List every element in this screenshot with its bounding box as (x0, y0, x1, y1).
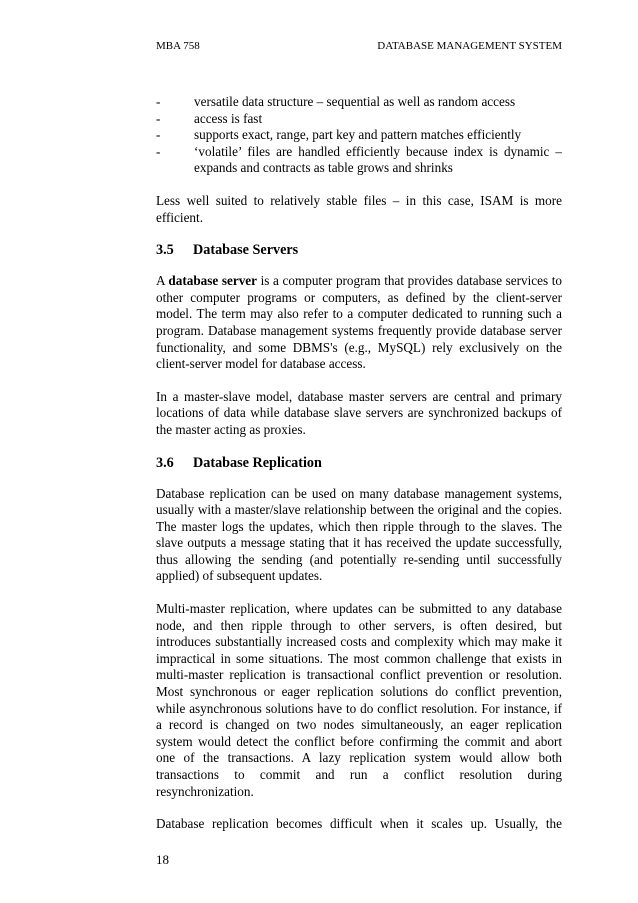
list-item (156, 144, 562, 177)
list-dash: - (156, 110, 161, 126)
bold-term: database server (168, 273, 258, 289)
para-body: is a computer program that provides database services to other computer programs or computers, as defined by the client-server model. The term may also refer to a computer dedicated to running such a program. Database management systems frequently provide database server functionality, and some DBMS's (e.g., MySQL) rely exclusively on the client-server model for database access. (156, 273, 563, 372)
list-item-text: versatile data structure – sequential as well as random access (194, 94, 516, 109)
intro-paragraph: Less well suited to relatively stable files – in this case, ISAM is more efficient. (156, 192, 562, 225)
feature-list (156, 94, 562, 177)
list-item-text: ‘volatile’ files are handled efficiently because index is dynamic – expands and contracts as table grows and shrinks (194, 143, 562, 176)
multi-master-paragraph: Multi-master replication, where updates can be submitted to any database node, and then ripple through to other servers, is often desired, but introduces substantially increased costs and complexity which may make it impractical in some situations. The most common challenge that exists in multi-master replication is transactional conflict prevention or resolution. Most synchronous or eager replication solutions do conflict prevention, while asynchronous solutions have to do conflict resolution. For instance, if a record is changed on two nodes simultaneously, an eager replication system would detect the conflict before confirming the commit and abort one of the transactions. A lazy replication system would allow both transactions to commit and run a conflict resolution during resynchronization. (156, 601, 562, 799)
master-slave-paragraph: In a master-slave model, database master servers are central and primary locations of data while database slave servers are synchronized backups of the master acting as proxies. (156, 388, 562, 437)
section-number: 3.6 (156, 454, 174, 471)
list-item (156, 94, 562, 111)
list-item (156, 111, 562, 128)
course-code: MBA 758 (156, 40, 200, 52)
page-content (156, 94, 562, 833)
list-item (156, 127, 562, 144)
section-title: Database Replication (193, 454, 322, 471)
page-number: 18 (156, 852, 169, 867)
section-number: 3.5 (156, 242, 174, 259)
list-dash: - (156, 94, 161, 109)
list-dash: - (156, 127, 161, 143)
list-item-text: access is fast (194, 110, 263, 126)
list-item-text: supports exact, range, part key and pattern matches efficiently (194, 127, 522, 143)
course-title: DATABASE MANAGEMENT SYSTEM (377, 40, 562, 52)
database-server-paragraph (156, 273, 562, 373)
section-title: Database Servers (193, 242, 299, 259)
replication-paragraph: Database replication can be used on many database management systems, usually with a master/slave relationship between the original and the copies. The master logs the updates, which then ripple through to the slaves. The slave outputs a message stating that it has received the update successfully, thus allowing the sending (and potentially re-sending until successfully applied) of subsequent updates. (156, 485, 562, 584)
list-dash: - (156, 143, 161, 159)
para-prefix: A (156, 273, 165, 289)
section-heading-database-servers (156, 242, 562, 259)
scaling-paragraph: Database replication becomes difficult when it scales up. Usually, the (156, 816, 562, 832)
section-heading-database-replication (156, 455, 562, 472)
